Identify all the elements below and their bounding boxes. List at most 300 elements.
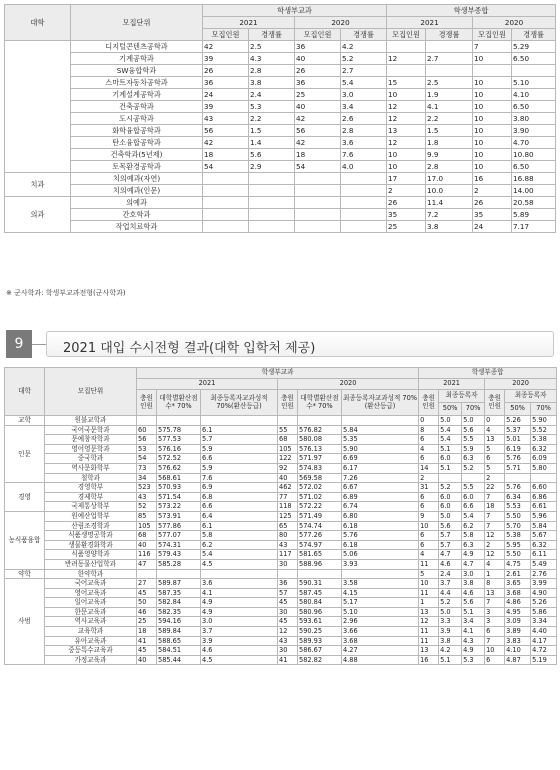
value-cell: 5.2: [341, 53, 387, 65]
value-cell: 10: [473, 161, 512, 173]
value-cell: 7: [485, 598, 505, 608]
value-cell: 13: [419, 607, 439, 617]
table-row: [5, 588, 557, 598]
table-row: [5, 161, 556, 173]
value-cell: 25: [137, 617, 157, 627]
divider: [32, 344, 46, 345]
section-title-box: [46, 331, 554, 357]
dept-cell: 가정교육과: [45, 655, 137, 665]
univ-cell: 교학: [5, 416, 45, 426]
value-cell: 57: [278, 588, 298, 598]
value-cell: 4.75: [505, 559, 531, 569]
value-cell: 6.09: [531, 454, 557, 464]
value-cell: 45: [137, 646, 157, 656]
col-p50: 50%: [439, 403, 462, 416]
value-cell: 6.2: [201, 540, 278, 550]
col-2020: 2020: [485, 379, 557, 390]
table-row: [5, 101, 556, 113]
value-cell: 580.96: [298, 607, 342, 617]
value-cell: 4.72: [531, 646, 557, 656]
value-cell: 5.49: [531, 559, 557, 569]
value-cell: 7: [473, 41, 512, 53]
value-cell: 7.6: [341, 149, 387, 161]
dept-cell: 역사문화학부: [45, 463, 137, 473]
col-general: 학생부교과: [137, 368, 419, 379]
value-cell: 6: [419, 492, 439, 502]
dept-cell: 중등특수교육과: [45, 646, 137, 656]
value-cell: 5.38: [505, 531, 531, 541]
value-cell: 572.02: [298, 483, 342, 493]
table-row: [5, 617, 557, 627]
value-cell: 5.6: [439, 521, 462, 531]
table-row: [5, 125, 556, 137]
value-cell: 0: [419, 416, 439, 426]
value-cell: 593.61: [298, 617, 342, 627]
value-cell: 6.3: [462, 454, 485, 464]
value-cell: 54: [295, 161, 341, 173]
value-cell: 5.90: [531, 416, 557, 426]
value-cell: 10: [485, 646, 505, 656]
value-cell: [342, 569, 419, 579]
value-cell: 3.6: [201, 579, 278, 589]
dept-cell: 국어국문학과: [45, 425, 137, 435]
value-cell: 1.5: [426, 125, 473, 137]
value-cell: 590.31: [298, 579, 342, 589]
value-cell: 5.2: [439, 483, 462, 493]
value-cell: 10: [419, 579, 439, 589]
value-cell: 3: [485, 617, 505, 627]
table-row: [5, 41, 556, 53]
value-cell: 2.96: [342, 617, 419, 627]
value-cell: 25: [387, 221, 426, 233]
value-cell: 10: [473, 149, 512, 161]
value-cell: 5.6: [462, 425, 485, 435]
value-cell: 40: [295, 101, 341, 113]
value-cell: 35: [387, 209, 426, 221]
col-converted: 대학별환산점수* 70%: [298, 390, 342, 416]
dept-cell: 치의예과(자연): [71, 173, 203, 185]
col-quota: 모집인원: [295, 29, 341, 41]
value-cell: 18: [137, 627, 157, 637]
value-cell: 5.1: [439, 463, 462, 473]
value-cell: 4.6: [201, 646, 278, 656]
value-cell: 3.9: [439, 627, 462, 637]
value-cell: [387, 65, 426, 77]
col-quota: 충원인원: [278, 390, 298, 416]
value-cell: 26: [295, 65, 341, 77]
value-cell: 6.17: [342, 463, 419, 473]
value-cell: 3.34: [531, 617, 557, 627]
value-cell: [201, 416, 278, 426]
value-cell: 4.4: [439, 588, 462, 598]
value-cell: 4.2: [439, 646, 462, 656]
value-cell: 581.65: [298, 550, 342, 560]
table-row: [5, 483, 557, 493]
value-cell: 36: [203, 77, 249, 89]
dept-cell: 영어교육과: [45, 588, 137, 598]
value-cell: 3.89: [505, 627, 531, 637]
dept-cell: 원불교학과: [45, 416, 137, 426]
table-row: [5, 197, 556, 209]
value-cell: 2.8: [249, 65, 295, 77]
value-cell: 574.31: [157, 540, 201, 550]
col-univ: 대학: [5, 5, 71, 41]
value-cell: 3.8: [249, 77, 295, 89]
value-cell: 5.3: [462, 655, 485, 665]
value-cell: 1: [485, 569, 505, 579]
value-cell: 5.26: [531, 598, 557, 608]
value-cell: 46: [137, 607, 157, 617]
value-cell: 3.0: [462, 569, 485, 579]
value-cell: 5.6: [249, 149, 295, 161]
value-cell: 5.70: [505, 521, 531, 531]
section-title: 2021 대입 수시전형 결과(대학 입학처 제공): [63, 341, 316, 356]
dept-cell: 건축학과(5년제): [71, 149, 203, 161]
value-cell: 6.11: [531, 550, 557, 560]
col-comprehensive: 학생부종합: [419, 368, 557, 379]
univ-cell: 농식품융합: [5, 511, 45, 569]
value-cell: [298, 416, 342, 426]
value-cell: [462, 473, 485, 483]
value-cell: [341, 185, 387, 197]
table-row: [5, 454, 557, 464]
value-cell: 4.9: [201, 598, 278, 608]
value-cell: 13: [387, 125, 426, 137]
value-cell: 5.7: [439, 540, 462, 550]
col-quota: 충원인원: [137, 390, 157, 416]
col-rate: 경쟁률: [512, 29, 556, 41]
value-cell: 5: [485, 444, 505, 454]
value-cell: 3.8: [426, 221, 473, 233]
value-cell: 3.8: [439, 636, 462, 646]
value-cell: 5.19: [531, 655, 557, 665]
table-row: [5, 531, 557, 541]
value-cell: 42: [295, 113, 341, 125]
value-cell: 5.9: [201, 444, 278, 454]
value-cell: 576.13: [298, 444, 342, 454]
value-cell: 65: [278, 521, 298, 531]
value-cell: 5.0: [462, 416, 485, 426]
value-cell: 6.18: [342, 521, 419, 531]
value-cell: 41: [137, 636, 157, 646]
value-cell: [278, 416, 298, 426]
value-cell: 10: [473, 125, 512, 137]
table-row: [5, 53, 556, 65]
value-cell: 117: [278, 550, 298, 560]
value-cell: 1.9: [426, 89, 473, 101]
value-cell: 6.1: [201, 521, 278, 531]
value-cell: [137, 569, 157, 579]
value-cell: 5.76: [342, 531, 419, 541]
value-cell: 572.52: [157, 454, 201, 464]
value-cell: 50: [137, 598, 157, 608]
value-cell: 4.1: [201, 588, 278, 598]
dept-cell: 기계설계공학과: [71, 89, 203, 101]
value-cell: 3.6: [341, 137, 387, 149]
value-cell: 579.43: [157, 550, 201, 560]
value-cell: 574.97: [298, 540, 342, 550]
value-cell: 4.7: [439, 550, 462, 560]
value-cell: 10: [473, 101, 512, 113]
value-cell: 5.1: [462, 607, 485, 617]
value-cell: 14.00: [512, 185, 556, 197]
value-cell: 571.49: [298, 511, 342, 521]
value-cell: 11: [419, 627, 439, 637]
dept-cell: 도시공학과: [71, 113, 203, 125]
value-cell: 10: [473, 113, 512, 125]
value-cell: 56: [295, 125, 341, 137]
value-cell: 16: [419, 655, 439, 665]
univ-cell: [5, 41, 71, 173]
value-cell: 43: [278, 540, 298, 550]
value-cell: 2: [473, 185, 512, 197]
value-cell: 3.9: [201, 636, 278, 646]
value-cell: 1: [419, 598, 439, 608]
value-cell: 45: [278, 598, 298, 608]
table-row: [5, 540, 557, 550]
col-2021: 2021: [203, 17, 295, 29]
value-cell: [295, 221, 341, 233]
value-cell: 5.26: [505, 416, 531, 426]
value-cell: [505, 473, 531, 483]
table-row: [5, 550, 557, 560]
value-cell: 3.3: [439, 617, 462, 627]
col-unit: 모집단위: [45, 368, 137, 416]
value-cell: 116: [137, 550, 157, 560]
value-cell: 6.74: [342, 502, 419, 512]
value-cell: [341, 221, 387, 233]
value-cell: 6.67: [342, 483, 419, 493]
section-number: 9: [6, 330, 32, 358]
value-cell: 3.4: [341, 101, 387, 113]
value-cell: 7.2: [426, 209, 473, 221]
table-row: [5, 185, 556, 197]
value-cell: 5.3: [249, 101, 295, 113]
table-row: [5, 655, 557, 665]
value-cell: 5.01: [505, 435, 531, 445]
value-cell: 53: [137, 444, 157, 454]
table-row: [5, 209, 556, 221]
value-cell: 12: [387, 137, 426, 149]
table-row: [5, 89, 556, 101]
value-cell: 4.2: [341, 41, 387, 53]
value-cell: 6.8: [201, 492, 278, 502]
table-row: [5, 137, 556, 149]
dept-cell: 식품영양학과: [45, 550, 137, 560]
value-cell: 10: [473, 137, 512, 149]
value-cell: 24: [473, 221, 512, 233]
value-cell: 3.8: [462, 579, 485, 589]
value-cell: 4.0: [341, 161, 387, 173]
dept-cell: 일어교육과: [45, 598, 137, 608]
value-cell: 582.84: [157, 598, 201, 608]
value-cell: 30: [278, 646, 298, 656]
value-cell: 47: [137, 559, 157, 569]
value-cell: 54: [137, 454, 157, 464]
value-cell: 60: [137, 425, 157, 435]
value-cell: 40: [278, 473, 298, 483]
value-cell: 36: [295, 77, 341, 89]
value-cell: 3.68: [505, 588, 531, 598]
value-cell: 11: [419, 559, 439, 569]
value-cell: 4.70: [512, 137, 556, 149]
value-cell: 25: [295, 89, 341, 101]
table-row: [5, 425, 557, 435]
table-row: [5, 521, 557, 531]
dept-cell: 한약학과: [45, 569, 137, 579]
value-cell: 5.4: [439, 435, 462, 445]
univ-cell: 인문: [5, 425, 45, 483]
value-cell: 26: [203, 65, 249, 77]
value-cell: 6.0: [439, 454, 462, 464]
value-cell: [426, 65, 473, 77]
table-row: [5, 113, 556, 125]
value-cell: [341, 209, 387, 221]
value-cell: 584.51: [157, 646, 201, 656]
value-cell: 3.7: [201, 627, 278, 637]
value-cell: 5.37: [505, 425, 531, 435]
value-cell: 92: [278, 463, 298, 473]
value-cell: 577.53: [157, 435, 201, 445]
value-cell: 6.3: [462, 540, 485, 550]
col-comprehensive: 학생부종합: [387, 5, 556, 17]
value-cell: 5.9: [201, 463, 278, 473]
value-cell: 5.0: [439, 511, 462, 521]
value-cell: 11: [419, 636, 439, 646]
value-cell: 4.40: [531, 627, 557, 637]
col-rate: 경쟁률: [249, 29, 295, 41]
table-row: [5, 473, 557, 483]
value-cell: 13: [419, 646, 439, 656]
col-quota: 충원인원: [485, 390, 505, 416]
value-cell: 30: [278, 607, 298, 617]
value-cell: 17.0: [426, 173, 473, 185]
dept-cell: 탄소융합공학과: [71, 137, 203, 149]
value-cell: 16.88: [512, 173, 556, 185]
value-cell: 2.7: [341, 65, 387, 77]
col-converted: 대학별환산점수* 70%: [157, 390, 201, 416]
value-cell: 3.83: [505, 636, 531, 646]
table-row: [5, 646, 557, 656]
univ-cell: 치과: [5, 173, 71, 197]
value-cell: 5.8: [462, 531, 485, 541]
value-cell: 4.9: [201, 607, 278, 617]
col-rate: 경쟁률: [426, 29, 473, 41]
value-cell: 7: [485, 521, 505, 531]
value-cell: 12: [485, 531, 505, 541]
value-cell: 5.71: [505, 463, 531, 473]
value-cell: 10: [419, 521, 439, 531]
value-cell: 588.96: [298, 559, 342, 569]
col-final: 최종등록자교과성적 70%(환산등급): [201, 390, 278, 416]
dept-cell: 국제통상학부: [45, 502, 137, 512]
value-cell: 9.9: [426, 149, 473, 161]
table-row: [5, 627, 557, 637]
value-cell: 2.2: [426, 113, 473, 125]
value-cell: 6.0: [462, 492, 485, 502]
dept-cell: SW융합학과: [71, 65, 203, 77]
value-cell: 587.45: [298, 588, 342, 598]
value-cell: [249, 197, 295, 209]
value-cell: 41: [278, 655, 298, 665]
dept-cell: 의예과: [71, 197, 203, 209]
value-cell: 3.68: [342, 636, 419, 646]
value-cell: 3.09: [505, 617, 531, 627]
dept-cell: 생물환경화학과: [45, 540, 137, 550]
value-cell: 3.4: [462, 617, 485, 627]
value-cell: 589.93: [298, 636, 342, 646]
value-cell: 2.6: [341, 113, 387, 125]
value-cell: 5.89: [512, 209, 556, 221]
value-cell: 6: [485, 655, 505, 665]
value-cell: 13: [485, 588, 505, 598]
value-cell: 26: [473, 197, 512, 209]
footnote: ※ 군사학과: 학생부교과전형(군사학과): [6, 289, 126, 297]
value-cell: 3.66: [342, 627, 419, 637]
value-cell: 6.18: [342, 540, 419, 550]
value-cell: 7: [485, 511, 505, 521]
value-cell: 2: [485, 540, 505, 550]
value-cell: 576.62: [157, 463, 201, 473]
value-cell: 5.76: [505, 454, 531, 464]
value-cell: 5.29: [512, 41, 556, 53]
section-header: [6, 330, 554, 360]
value-cell: 20.58: [512, 197, 556, 209]
value-cell: 7.26: [342, 473, 419, 483]
col-2021: 2021: [137, 379, 278, 390]
table-row: [5, 502, 557, 512]
table-row: [5, 579, 557, 589]
value-cell: 5.6: [462, 598, 485, 608]
value-cell: 10: [387, 89, 426, 101]
value-cell: 588.65: [157, 636, 201, 646]
value-cell: 5.4: [201, 550, 278, 560]
value-cell: 5.8: [201, 531, 278, 541]
value-cell: 8: [419, 425, 439, 435]
value-cell: 27: [137, 579, 157, 589]
dept-cell: 국어교육과: [45, 579, 137, 589]
col-final-short: 최종등록자: [505, 390, 557, 403]
value-cell: [473, 65, 512, 77]
value-cell: 582.82: [298, 655, 342, 665]
value-cell: 6.69: [342, 454, 419, 464]
value-cell: 585.28: [157, 559, 201, 569]
dept-cell: 작업치료학과: [71, 221, 203, 233]
value-cell: 17: [387, 173, 426, 185]
value-cell: 2.2: [249, 113, 295, 125]
dept-cell: 경제학부: [45, 492, 137, 502]
value-cell: 5.0: [439, 607, 462, 617]
value-cell: 5.7: [439, 531, 462, 541]
value-cell: [157, 416, 201, 426]
value-cell: 18: [203, 149, 249, 161]
table-row: [5, 569, 557, 579]
value-cell: 7: [485, 492, 505, 502]
value-cell: 4.9: [462, 646, 485, 656]
table-row: [5, 149, 556, 161]
value-cell: 4.1: [426, 101, 473, 113]
value-cell: 0: [485, 416, 505, 426]
value-cell: 40: [137, 655, 157, 665]
value-cell: 12: [387, 101, 426, 113]
value-cell: 36: [295, 41, 341, 53]
col-2021: 2021: [387, 17, 473, 29]
value-cell: 6.9: [201, 483, 278, 493]
value-cell: 6.86: [531, 492, 557, 502]
value-cell: 2: [387, 185, 426, 197]
value-cell: 12: [387, 113, 426, 125]
value-cell: 10: [473, 89, 512, 101]
